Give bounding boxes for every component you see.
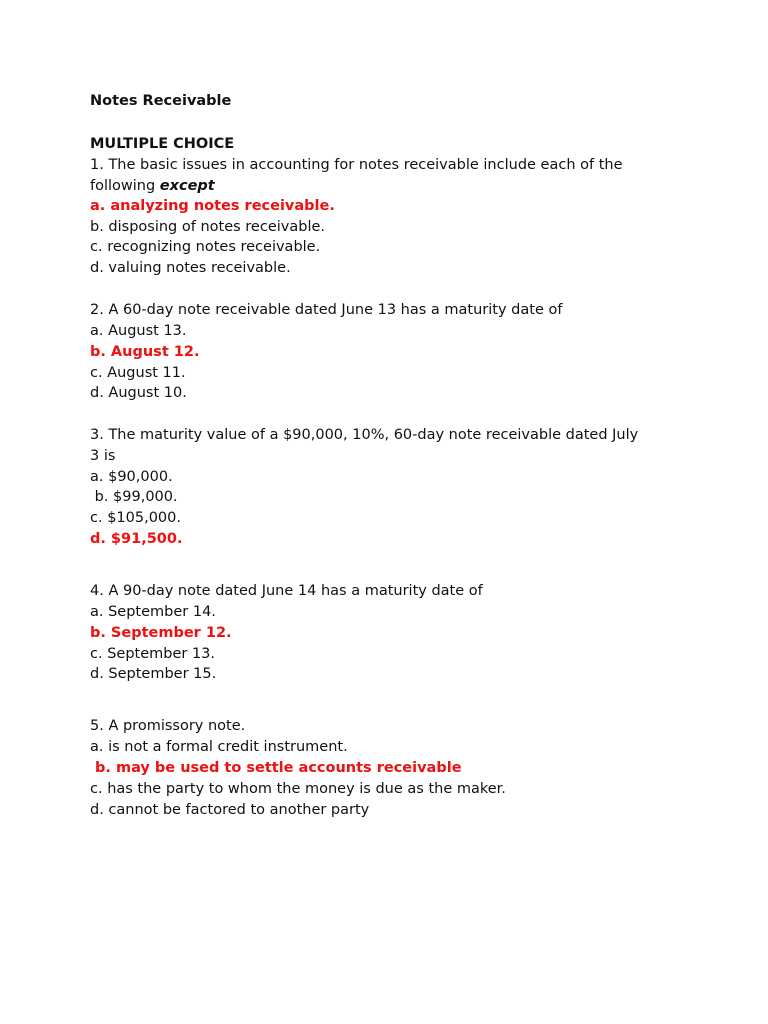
question-5-option-a: a. is not a formal credit instrument. [90, 739, 348, 755]
question-2-stem: 2. A 60-day note receivable dated June 13 has a maturity date of [90, 302, 563, 318]
question-3-option-a: a. $90,000. [90, 469, 173, 485]
question-5-stem: 5. A promissory note. [90, 718, 246, 734]
question-2-option-b-correct: b. August 12. [90, 344, 200, 360]
question-1-option-c: c. recognizing notes receivable. [90, 239, 321, 255]
question-2-option-a: a. August 13. [90, 323, 187, 339]
question-3-option-b: b. $99,000. [90, 489, 178, 505]
section-heading: MULTIPLE CHOICE [90, 136, 235, 152]
question-1-stem-emphasis: except [159, 178, 215, 194]
question-4-option-d: d. September 15. [90, 666, 217, 682]
question-5-option-b-correct: b. may be used to settle accounts receivable [90, 760, 462, 776]
question-5-option-d: d. cannot be factored to another party [90, 802, 370, 818]
question-1-option-a-correct: a. analyzing notes receivable. [90, 198, 335, 214]
question-4-option-c: c. September 13. [90, 646, 216, 662]
question-3-option-c: c. $105,000. [90, 510, 181, 526]
question-4-option-b-correct: b. September 12. [90, 625, 232, 641]
question-2-option-d: d. August 10. [90, 385, 187, 401]
document-title: Notes Receivable [90, 93, 232, 109]
question-4-option-a: a. September 14. [90, 604, 216, 620]
question-1-stem-continuation [90, 176, 215, 196]
question-5-option-c: c. has the party to whom the money is due as the maker. [90, 781, 506, 797]
question-2-option-c: c. August 11. [90, 365, 186, 381]
question-1-stem: 1. The basic issues in accounting for notes receivable include each of the [90, 157, 623, 173]
question-4-stem: 4. A 90-day note dated June 14 has a maturity date of [90, 583, 483, 599]
question-3-stem: 3. The maturity value of a $90,000, 10%, 60-day note receivable dated July [90, 427, 639, 443]
question-1-stem-prefix: following [90, 178, 160, 194]
question-1-option-d: d. valuing notes receivable. [90, 260, 291, 276]
question-1-option-b: b. disposing of notes receivable. [90, 219, 326, 235]
question-3-stem-continuation: 3 is [90, 448, 116, 464]
question-3-option-d-correct: d. $91,500. [90, 531, 183, 547]
